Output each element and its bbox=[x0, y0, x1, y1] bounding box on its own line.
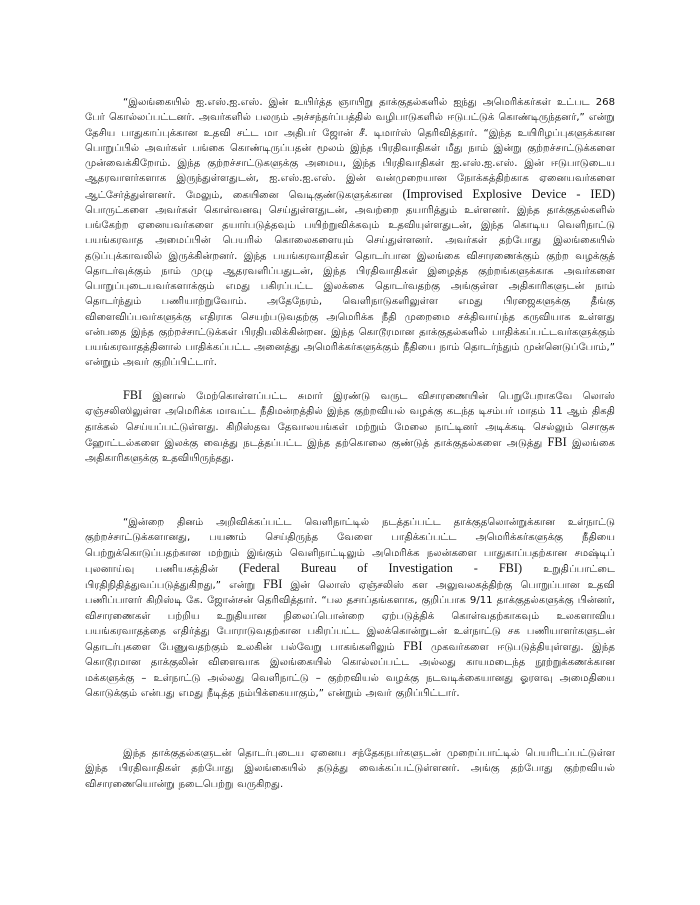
text-run-english: FBI bbox=[403, 639, 423, 653]
text-run: இந்த தாக்குதல்களுடன் தொடர்புடைய ஏனைய சந்தேகநபர்களுடன் முறைப்பாட்டில் பெயரிடப்பட்டுள்ள இந்த பிரதிவாதிகள் தற்போது இலங்கையில் தடுத்து வைக்கப்பட்டுள்ளனர். அங்கு தற்போது குற்றவியல் விசாரணையொன்று நடைபெற்று வருகிறது. bbox=[85, 748, 615, 790]
paragraph-isis-attack-statement bbox=[85, 95, 615, 371]
paragraph-defendants-detained bbox=[85, 746, 615, 792]
text-run-english: (Improvised Explosive Device - IED) bbox=[402, 186, 616, 201]
text-run-english: FBI bbox=[263, 577, 283, 591]
text-run: உறுதிப்பாட்டை பிரதிநிதித்துவப்படுத்துகிறது,” என்று bbox=[85, 563, 615, 591]
text-run: இலங்கை அதிகாரிகளுக்கு உதவியிருந்தது. bbox=[85, 437, 615, 464]
text-run-english: FBI bbox=[547, 434, 567, 449]
text-run: “இன்றை தினம் அறிவிக்கப்பட்ட வெளிநாட்டில் நடத்தப்பட்ட தாக்குதலொன்றுக்கான உள்நாட்டு குற்றச்சாட்டுக்களானது, பயணம் செய்திருந்த வேளை பாதிக்கப்பட்ட அமெரிக்கர்களுக்கு நீதியை பெற்றுக்கொடுப்பதற்கான மற்றும் இங்கும் வெளிநாட்டிலும் அமெரிக்க நலன்களை பாதுகாப்பதற்கான சமஷ்டிப் புலனாய்வு பணியகத்தின் bbox=[85, 517, 615, 575]
text-run: முகவர்களை ஈடுபடுத்தியுள்ளது. இந்த கொடூரமான தாக்குலின் விளைவாக இலங்கையில் கொல்லப்பட்ட அல்லது காயமடைந்த நூற்றுக்கணக்கான மக்களுக்கு – உள்நாட்டு அல்லது வெளிநாட்டு – குற்றவியல் வழக்கு நடவடிக்கையானது ஓரளவு அமைதியை கொடுக்கும் என்பது எமது நீடித்த நம்பிக்கையாகும்,” என்றும் அவர் குறிப்பிட்டார். bbox=[85, 642, 615, 699]
paragraph-fbi-investigation bbox=[85, 388, 615, 466]
text-run-english: FBI bbox=[123, 388, 143, 402]
text-run-english: (Federal Bureau of Investigation - FBI) bbox=[238, 560, 523, 575]
text-run: பொருட்களை அவர்கள் கொள்வனவு செய்துள்ளதுடன், அவற்றை தயாரித்தும் உள்ளனர். இந்த தாக்குதல்களில் பங்கேற்ற ஏனையவர்களை தயார்படுத்தவும் பயிற்றுவிக்கவும் உதவியுள்ளதுடன், இந்த கொடிய வெளிநாட்டு பயங்கரவாத அமைப்பின் பெயரில் கொலைகளையும் செய்துள்ளனர். அவர்கள் தற்போது இலங்கையில் தடுப்புக்காவலில் இருக்கின்றனர். இந்த பயங்கரவாதிகள் தொடர்பான இலங்கை விசாரணைக்கும் குற்ற வழக்குத் தொடர்வுக்கும் நாம் முழு ஆதரவளிப்பதுடன், இந்த பிரதிவாதிகள் இழைத்த குற்றங்களுக்காக அவர்களை பொறுப்புடையவர்களாக்கும் எமது பகிரப்பட்ட இலக்கை தொடர்வதற்கு அங்குள்ள அதிகாரிகளுடன் நாம் தொடர்ந்தும் பணியாற்றுவோம். அதேநேரம், வெளிநாடுகளிலுள்ள எமது பிரஜைகளுக்கு தீங்கு விளைவிப்பவர்களுக்கு எதிராக செயற்படுவதற்கு அமெரிக்க நீதி முறைமை சக்திவாய்ந்த கருவியாக உள்ளது என்பதை இந்த குற்றச்சாட்டுக்கள் பிரதிபலிக்கின்றன. இந்த கொடூரமான தாக்குதல்களில் பாதிக்கப்பட்டவர்களுக்கும் பயங்கரவாதத்தினால் பாதிக்கப்பட்ட அனைத்து அமெரிக்கர்களுக்கும் நீதியை நாம் தொடர்ந்தும் முன்னெடுப்போம்,” என்றும் அவர் குறிப்பிட்டார். bbox=[85, 204, 615, 369]
paragraph-fbi-statement bbox=[85, 515, 615, 701]
text-run: “இலங்கையில் ஐ.எஸ்.ஐ.எஸ். இன் உயிர்த்த ஞாயிறு தாக்குதல்களில் ஐந்து அமெரிக்கர்கள் உட்பட 268 பேர் கொல்லப்பட்டனர். அவர்களில் பலரும் அச்சந்தர்ப்பத்தில் வழிபாடுகளில் ஈடுபட்டுக் கொண்டிருந்தனர்,” என்று தேசிய பாதுகாப்புக்கான உதவி சட்ட மா அதிபர் ஜோன் சீ. டிமார்ஸ் தெரிவித்தார். “இந்த உயிரிழப்புகளுக்கான பொறுப்பில் அவர்கள் பங்கை கொண்டிருப்பதன் மூலம் இந்த பிரதிவாதிகள் மீது நாம் இன்று குற்றச்சாட்டுக்களை முன்வைக்கிறோம். இந்த குற்றச்சாட்டுகளுக்கு அமைய, இந்த பிரதிவாதிகள் ஐ.எஸ்.ஐ.எஸ். இன் ஈடுபாடுடைய ஆதரவாளர்களாக இருந்துள்ளதுடன், ஐ.எஸ்.ஐ.எஸ். இன் வன்முறையான நோக்கத்திற்காக ஏனையவர்களை ஆட்சேர்த்துள்ளனர். மேலும், கையினை வெடிகுண்டுகளுக்கான bbox=[85, 97, 615, 201]
text-run: இனால் மேற்கொள்ளப்பட்ட சுமார் இரண்டு வருட விசாரணையின் பெறுபேறாகவே லொஸ் ஏஞ்சலிஸிலுள்ள அமெரிக்க மாவட்ட நீதிமன்றத்தில் இந்த குற்றவியல் வழக்கு கடந்த டிசம்பர் மாதம் 11 ஆம் திகதி தாக்கல் செய்யப்பட்டுள்ளது. கிறிஸ்தவ தேவாலயங்கள் மற்றும் மேலை நாட்டினர் அடிக்கடி செல்லும் சொகுசு ஹோட்டல்களை இலக்கு வைத்து நடத்தப்பட்ட இந்த தற்கொலை குண்டுத் தாக்குதல்களை அடுத்து bbox=[85, 391, 615, 449]
text-run: இன் லொஸ் ஏஞ்சலிஸ் கள அலுவலகத்திற்கு பொறுப்பான உதவி பணிப்பாளர் கிறிஸ்டி கே. ஜோன்சன் தெரிவித்தார். “பல தசாப்தங்களாக, குறிப்பாக 9/11 தாக்குதல்களுக்கு பின்னர், விசாரணைகள் பற்றிய உறுதியான நிலைப்பொன்றை ஏற்படுத்திக் கொள்வதற்காகவும் உலகளாவிய பயங்கரவாதத்தை எதிர்த்து போராடுவதற்கான பகிரப்பட்ட இலக்கொன்றுடன் உள்நாட்டு சக பணியாளர்களுடன் தொடர்புகளை பேணுவதற்கும் உலகின் பல்வேறு பாகங்களிலும் bbox=[85, 580, 615, 653]
